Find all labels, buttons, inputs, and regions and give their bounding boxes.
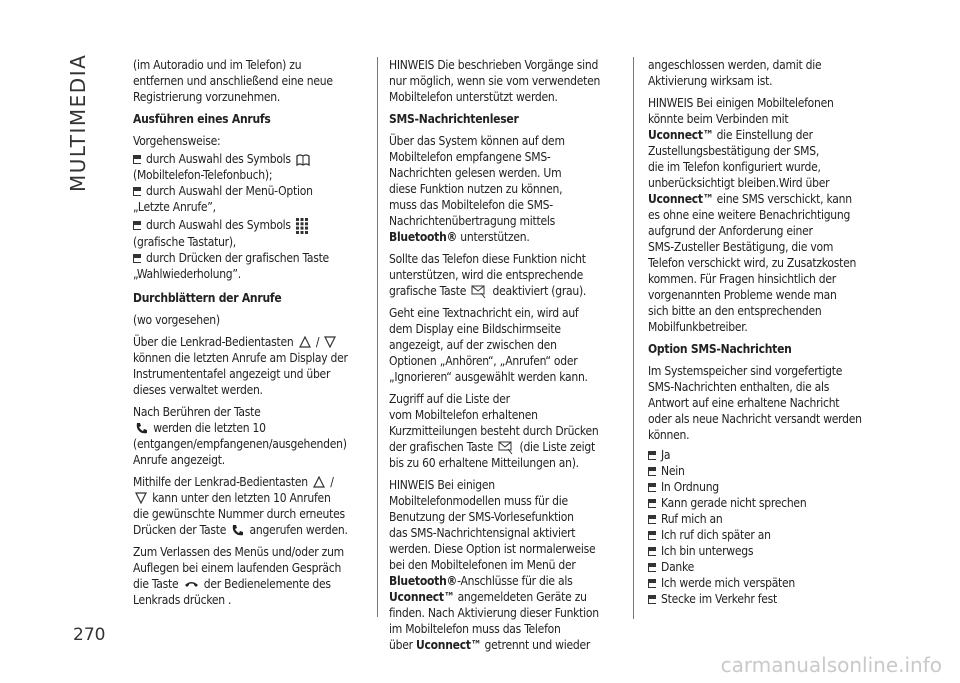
note: HINWEIS Bei einigen Mobiltelefonmodellen muss für die Benutzung der SMS-Vorlesefunktion das SMS-Nachrichtensignal aktiviert werden. Diese Option ist normalerweise bei den Mobiltelefonen im Menü der Bluetooth®-Anschlüsse für die als Uconnect™ angemeldeten Geräte zu finden. Nach Aktivierung dieser Funktion im Mobiltelefon muss das Telefon über Uconnect™ getrennt und wieder bbox=[389, 478, 599, 652]
keypad-icon bbox=[296, 218, 308, 234]
phone-icon bbox=[231, 524, 244, 537]
column-divider bbox=[633, 57, 634, 619]
hangup-icon bbox=[184, 580, 199, 588]
paragraph: angeschlossen werden, damit die Aktivierung wirksam ist. bbox=[648, 58, 822, 88]
list-item: durch Auswahl der Menü-Option „Letzte Anrufe”, bbox=[133, 184, 313, 214]
list-item: Ja bbox=[648, 447, 888, 463]
paragraph: Im Systemspeicher sind vorgefertigte SMS-Nachrichten enthalten, die als Antwort auf eine erhaltene Nachricht oder als neue Nachricht versandt werden können. bbox=[648, 364, 862, 442]
section-label: MULTIMEDIA bbox=[66, 53, 90, 192]
list-item: durch Auswahl des Symbols (Mobiltelefon-Telefonbuch); bbox=[133, 151, 371, 183]
list-item: durch Auswahl des Symbols (grafische Tastatur), bbox=[133, 217, 371, 250]
list-item: Danke bbox=[648, 559, 888, 575]
heading-option-sms: Option SMS-Nachrichten bbox=[648, 342, 792, 356]
heading-ausfuehren: Ausführen eines Anrufs bbox=[133, 112, 271, 126]
paragraph: Über das System können auf dem Mobiltelefon empfangene SMS- Nachrichten gelesen werden. Um diese Funktion nutzen zu können, muss das Mobiltelefon die SMS- Nachrichtenübertragung mittels Bluetooth® unterstützen. bbox=[389, 134, 565, 244]
list-item: durch Drücken der grafischen Taste „Wahlwiederholung”. bbox=[133, 250, 329, 281]
list-item: Ruf mich an bbox=[648, 511, 888, 527]
paragraph: Sollte das Telefon diese Funktion nicht unterstützen, wird die entsprechende grafische Taste deaktiviert (grau). bbox=[389, 252, 587, 298]
sms-icon bbox=[471, 285, 487, 299]
text: (wo vorgesehen) bbox=[133, 312, 220, 327]
text: Vorgehensweise: bbox=[133, 134, 221, 148]
column-3 bbox=[648, 57, 888, 607]
heading-sms: SMS-Nachrichtenleser bbox=[389, 112, 519, 126]
paragraph: Mithilfe der Lenkrad-Bedientasten / kann unter den letzten 10 Anrufen die gewünschte Nummer durch erneutes Drücken der Taste angerufen werden. bbox=[133, 474, 348, 537]
list-item: Ich werde mich verspäten bbox=[648, 575, 888, 591]
paragraph: Geht eine Textnachricht ein, wird auf dem Display eine Bildschirmseite angezeigt, auf der zwischen den Optionen „Anhören“, „Anrufen“ oder „Ignorieren“ ausgewählt werden kann. bbox=[389, 306, 588, 384]
triangle-up-icon bbox=[299, 336, 311, 348]
sms-icon bbox=[498, 441, 514, 455]
heading-durchblaettern: Durchblättern der Anrufe bbox=[133, 290, 282, 305]
list-item: Kann gerade nicht sprechen bbox=[648, 495, 888, 511]
triangle-down-icon bbox=[135, 492, 147, 504]
triangle-down-icon bbox=[324, 336, 336, 348]
list-item: Stecke im Verkehr fest bbox=[648, 591, 888, 607]
paragraph: Nach Berühren der Taste werden die letzten 10 (entgangen/empfangenen/ausgehenden) Anrufe angezeigt. bbox=[133, 404, 347, 467]
list-item: Ich bin unterwegs bbox=[648, 543, 888, 559]
watermark: carmanualsonline.info bbox=[720, 653, 942, 677]
column-2 bbox=[389, 57, 629, 659]
note: HINWEIS Die beschrieben Vorgänge sind nur möglich, wenn sie vom verwendeten Mobiltelefon unterstützt werden. bbox=[389, 58, 601, 104]
column-divider bbox=[377, 57, 378, 617]
paragraph: Über die Lenkrad-Bedientasten / können die letzten Anrufe am Display der Instrumententafel angezeigt und über dieses verwaltet werden. bbox=[133, 334, 348, 397]
note: HINWEIS Bei einigen Mobiltelefonen könnte beim Verbinden mit Uconnect™ die Einstellung der Zustellungsbestätigung der SMS, die im Telefon konfiguriert wurde, unberücksichtigt bleiben.Wird über Uconnect™ eine SMS verschickt, kann es ohne eine weitere Benachrichtigung aufgrund der Anforderung einer SMS-Zusteller Bestätigung, die vom Telefon verschickt wird, zu Zusatzkosten kommen. Für Fragen hinsichtlich der vorgenannten Probleme wende man sich bitte an den entsprechenden Mobilfunkbetreiber. bbox=[648, 96, 857, 334]
options-list bbox=[648, 447, 888, 607]
phonebook-icon bbox=[296, 153, 310, 167]
list-item: Ich ruf dich später an bbox=[648, 527, 888, 543]
paragraph: Zugriff auf die Liste der vom Mobiltelefon erhaltenen Kurzmitteilungen besteht durch Drücken der grafischen Taste (die Liste zeigt bis zu 60 erhaltene Mitteilungen an). bbox=[389, 392, 599, 470]
triangle-up-icon bbox=[313, 476, 325, 488]
phone-icon bbox=[135, 422, 148, 435]
intro-paragraph: (im Autoradio und im Telefon) zu entfernen und anschließend eine neue Registrierung vorzunehmen. bbox=[133, 58, 333, 104]
list-item: Nein bbox=[648, 463, 888, 479]
column-1 bbox=[133, 57, 371, 614]
page-number: 270 bbox=[73, 625, 106, 645]
list-item: In Ordnung bbox=[648, 479, 888, 495]
paragraph: Zum Verlassen des Menüs und/oder zum Auflegen bei einem laufenden Gespräch die Taste der Bedienelemente des Lenkrads drücken . bbox=[133, 544, 344, 607]
